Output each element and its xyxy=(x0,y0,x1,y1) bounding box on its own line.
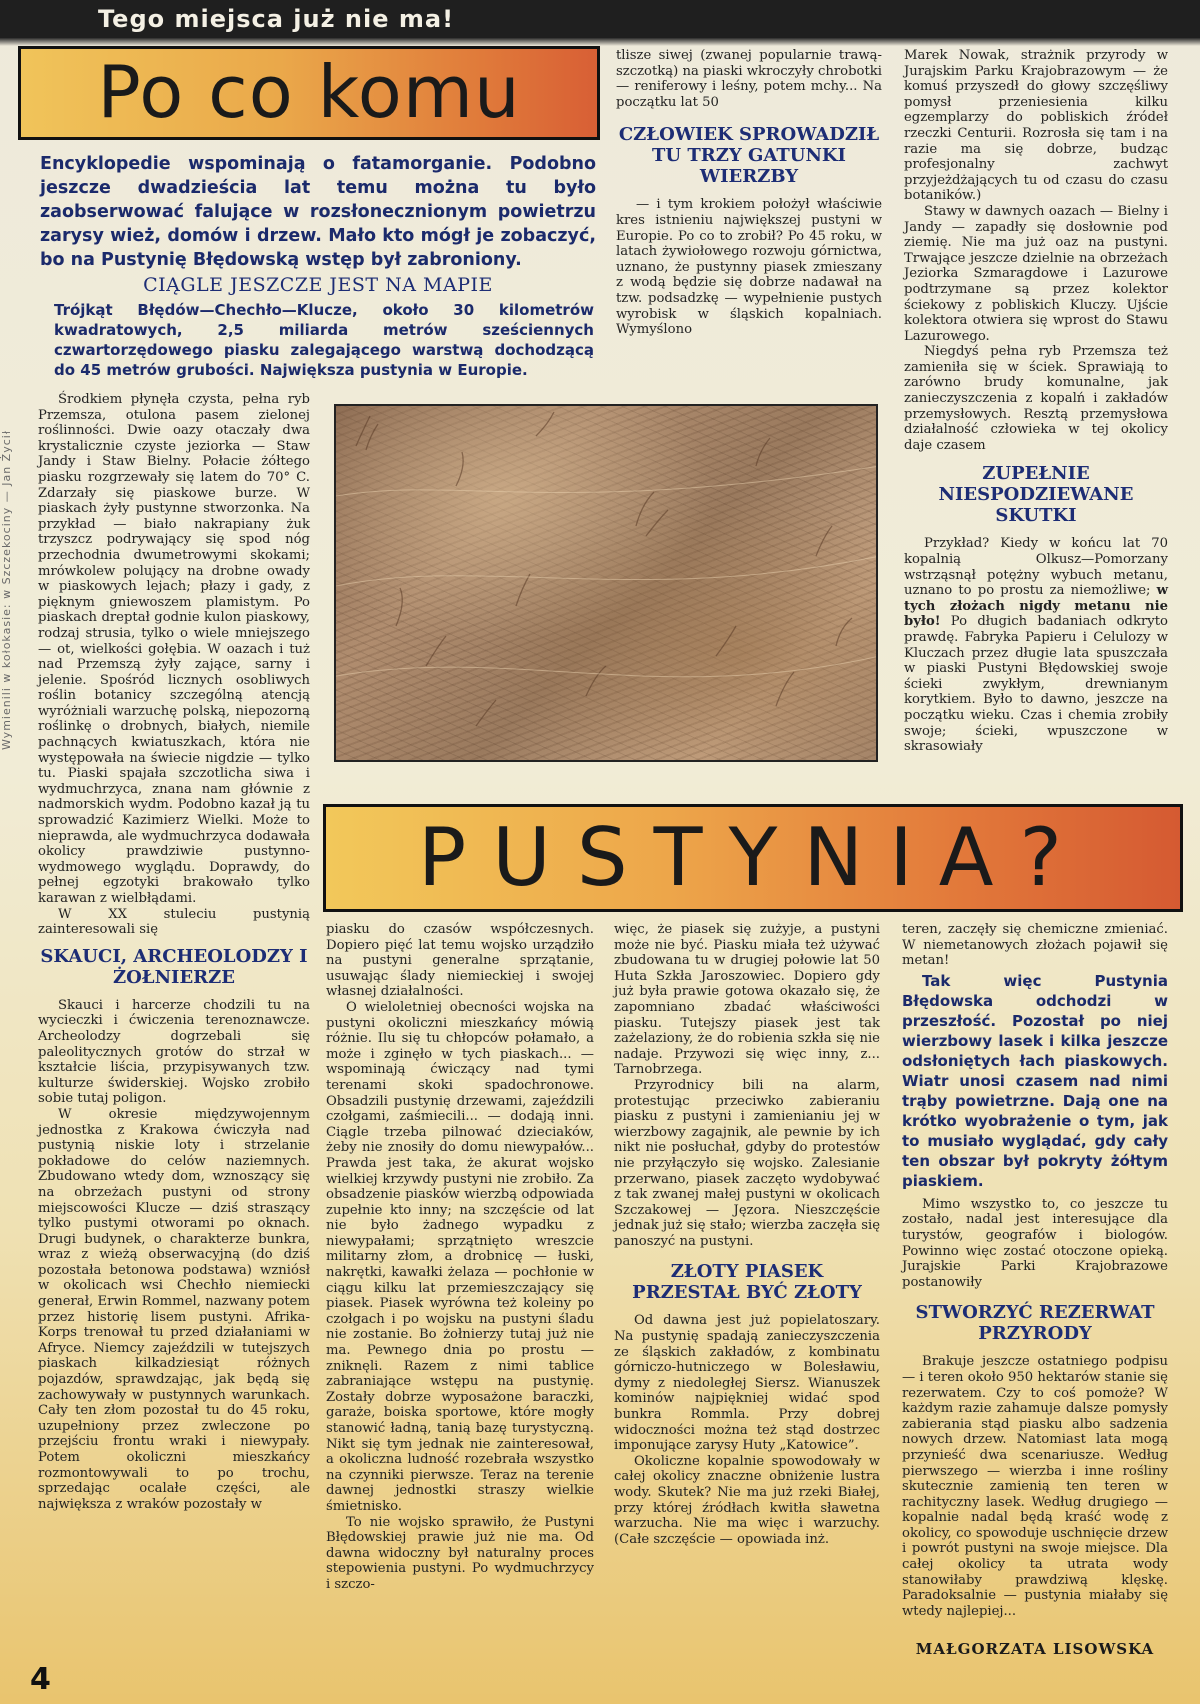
col3-paragraph: Stawy w dawnych oazach — Bielny i Jandy — zapadły się dosłownie pod ziemię. Nie ma już oaz na pustyni. Trwające jeszcze dzielnie na obrzeżach Jeziorka Szmaragdowe i Lazurowe podtrzymane są przez kolektor ściekowy z pobliskich Kluczy. Ujście kolektora otwiera się wprost do Stawu Lazurowego. xyxy=(904,203,1168,344)
heading-skauci: SKAUCI, ARCHEOLODZY I ŻOŁNIERZE xyxy=(40,945,308,988)
col4-bold-block xyxy=(902,971,1168,1191)
lead-paragraph: Encyklopedie wspominają o fatamorganie. Podobno jeszcze dwadzieścia lat temu można tu było zaobserwować falujące w rozsłonecznionym powietrzu zarysy wież, domów i drzew. Mało kto mógł je zobaczyć, bo na Pustynię Błędowską wstęp był zabroniony. xyxy=(40,154,596,270)
page-number: 4 xyxy=(30,1662,51,1697)
column-right-top xyxy=(904,48,1168,755)
column-mid-top xyxy=(616,48,882,338)
col3-paragraph: Niegdyś pełna ryb Przemsza też zamieniła się w ściek. Sprawiają to zarówno brudy komunalne, jak zanieczyszczenia z kopalń i zakładów przemysłowych. Resztą przemysłowa działalność człowieka w tej okolicy daje czasem xyxy=(904,344,1168,453)
subheading-map: CIĄGLE JESZCZE JEST NA MAPIE xyxy=(143,274,493,296)
column-right-bottom xyxy=(614,922,880,1547)
col3-paragraph: Marek Nowak, strażnik przyrody w Jurajskim Parku Krajobrazowym — że komuś przyszedł do głowy szczęśliwy pomysł przeniesienia kilku egzemplarzy do pobliskich źródeł rzeczki Centurii. Rozrosła się tam i na razie ma się dobrze, budząc profesjonalny zachwyt przyjeżdżających tu od czasu do czasu botaników.) xyxy=(904,48,1168,204)
col3-text-run: Przykład? Kiedy w końcu lat 70 kopalnią Olkusz—Pomorzany wstrząsnął potężny wybuch metanu, uznano to po prostu za niemożliwe; xyxy=(904,536,1168,599)
col4-paragraph: Mimo wszystko to, co jeszcze tu zostało, nadal jest interesujące dla turystów, geografów i biologów. Powinno więc zostać otoczone opieką. Jurajskie Parki Krajobrazowe postanowiły xyxy=(902,1196,1168,1290)
title-banner-bottom: PUSTYNIA? xyxy=(323,804,1183,912)
col3b-paragraph: Okoliczne kopalnie spowodowały w całej okolicy znaczne obniżenie lustra wody. Skutek? Nie ma już rzeki Białej, przy której źródłach kwitła sławetna warzucha. Nie ma więc i warzuchy. (Całe szczęście — opowiada inż. xyxy=(614,1453,880,1547)
spine-caption: Wymienili w kołokasie: w Szczekociny — Jan Życił xyxy=(0,430,13,750)
col3b-paragraph: Przyrodnicy bili na alarm, protestując przeciwko zabieraniu piasku z pustyni i zamienianiu jej w wierzbowy zagajnik, ale pewnie by ich nikt nie posłuchał, gdyby do protestów nie przyłączyło się wojsko. Zalesianie przerwano, piasek zaczęto wydobywać z tak zwanej małej pustyni w okolicach Szczakowej — Jęzora. Nieszczęście jednak już się stało; wierzba zaczęła się panoszyć na pustyni. xyxy=(614,1077,880,1249)
title-banner-top: Po co komu xyxy=(18,46,600,140)
col4-paragraph: Brakuje jeszcze ostatniego podpisu — i teren około 950 hektarów stanie się rezerwatem. Czy to coś pomoże? W każdym razie zahamuje dalsze pomysły zabierania stąd piasku albo sadzenia nowych drzew. Natomiast lata mogą przynieść dwa scenariusze. Według pierwszego — wierzba i inne rośliny skutecznie zamienią ten teren w rachityczny lasek. Według drugiego — kopalnie nadal będą kraść wodę z okolicy, co spowoduje uschnięcie drzew i powrót pustyni na swoje miejsce. Dla całej okolicy ta utrata wody stanowiłaby prawdziwą klęskę. Paradoksalnie — pustynia miałaby się wtedy najlepiej... xyxy=(902,1354,1168,1619)
col4-bold-paragraph: Tak więc Pustynia Błędowska odchodzi w przeszłość. Pozostał po niej wierzbowy lasek i kilka jeszcze odsłoniętych łach piaskowych. Wiatr unosi czasem nad nimi trąby powietrzne. Dają one na krótko wyobrażenie o tym, jak to musiało wyglądać, gdy cały ten obszar był pokryty żółtym piaskiem. xyxy=(902,971,1168,1190)
col3-bold-run: w tych złożach nigdy metanu nie było! xyxy=(904,583,1168,630)
top-strip-heading: Tego miejsca już nie ma! xyxy=(0,0,1200,38)
col3b-paragraph: więc, że piasek się zużyje, a pustyni może nie być. Piasku miała też używać zbudowana tu w drugiej połowie lat 50 Huta Szkła Jaroszowiec. Dopiero gdy już była prawie gotowa okazało się, że zapomniano zbadać właściwości piasku. Tutejszy piasek jest tak zażelaziony, że do robienia szkła się nie nadaje. Przywozi się więc inny, z... Tarnobrzega. xyxy=(614,922,880,1078)
column-left xyxy=(38,392,310,1512)
col2b-paragraph: O wieloletniej obecności wojska na pustyni okoliczni mieszkańcy mówią różnie. Ilu się tu chłopców połamało, a może i zginęło w tych piaskach... — wspominają ćwiczący nad tymi terenami skoki spadochronowe. Obsadzili pustynię drzewami, zajeździli czołgami, zaśmiecili... — dodają inni. Ciągle trzeba pilnować dzieciaków, żeby nie znosiły do domu niewypałów... Prawda jest taka, że akurat wojsko wielkiej krzywdy pustyni nie zrobiło. Za obsadzenie piasków wierzbą odpowiada zupełnie kto inny; na szczęście od lat nie było żadnego wypadku z niewypałami; sprzątnięto wreszcie militarny złom, a drobnicę — łuski, nakrętki, kawałki żelaza — pochłonie w ciągu kilku lat przemieszczający się piasek. Piasek wyrówna też koleiny po czołgach i po wojsku na pustyni śladu nie zostanie. Bo żołnierzy tutaj już nie ma. Pewnego dnia po prostu — zniknęli. Razem z nimi tablice zabraniające wstępu na pustynię. Zostały dobrze wyposażone baraczki, garaże, boiska sportowe, które mogły stanowić ładną, tanią bazę turystyczną. Nikt się tym jednak nie zainteresował, a okoliczna ludność rozebrała wszystko na czynniki pierwsze. Teraz na terenie dawnej jednostki straszy wielkie śmietnisko. xyxy=(326,999,594,1514)
heading-rezerwat: STWORZYĆ REZERWAT PRZYRODY xyxy=(915,1302,1155,1345)
heading-zupelnie: ZUPEŁNIE NIESPODZIEWANE SKUTKI xyxy=(938,463,1134,527)
col2-paragraph: tlisze siwej (zwanej popularnie trawą-szczotką) na piaski wkroczyły chrobotki — reniferowy i leśny, potem mchy... Na początku lat 50 xyxy=(616,48,882,110)
desert-photo xyxy=(334,404,878,762)
col3-text-run: Po długich badaniach odkryto prawdę. Fabryka Papieru i Celulozy w Kluczach przez długie lata spuszczała w piaski Pustyni Błędowskiej swoje ścieki zwykłym, drewnianym korytkiem. Było to dawno, jeszcze na początku wieku. Czas i chemia zrobiły swoje; ścieki, wpuszczone w skrasowiały xyxy=(904,614,1168,755)
facts-paragraph: Trójkąt Błędów—Chechło—Klucze, około 30 kilometrów kwadratowych, 2,5 miliarda metrów sześciennych czwartorzędowego piasku zalegającego warstwą dochodzącą do 45 metrów grubości. Największa pustynia w Europie. xyxy=(54,301,594,379)
col2b-paragraph: To nie wojsko sprawiło, że Pustyni Błędowskiej prawie już nie ma. Od dawna widoczny był naturalny proces stepowienia pustyni. Po wydmuchrzycy i szczo- xyxy=(326,1514,594,1592)
col3b-paragraph: Od dawna jest już popielatoszary. Na pustynię spadają zanieczyszczenia ze śląskich zakładów, z kombinatu górniczo-hutniczego w Bolesławiu, dymy z niedoległej Siersz. Wianuszek kominów najpiękniej widać spod bunkra Rommla. Przy dobrej widoczności można też stąd dostrzec imponujące zarysy Huty „Katowice”. xyxy=(614,1313,880,1454)
strip-shadow xyxy=(0,38,1200,46)
heading-zloty-piasek: ZŁOTY PIASEK PRZESTAŁ BYĆ ZŁOTY xyxy=(632,1261,862,1304)
col4-paragraph: teren, zaczęły się chemiczne zmieniać. W niemetanowych złożach pojawił się metan! xyxy=(902,922,1168,969)
col3-paragraph xyxy=(904,536,1168,754)
heading-czlowiek: CZŁOWIEK SPROWADZIŁ TU TRZY GATUNKI WIERZBY xyxy=(618,124,880,188)
col1-paragraph: Skauci i harcerze chodzili tu na wycieczki i ćwiczenia terenoznawcze. Archeolodzy dogrzebali się paleolitycznych grotów do strzał w kształcie liścia, przypisywanych tzw. kulturze świderskiej. Wojsko zrobiło sobie tutaj poligon. xyxy=(38,997,310,1107)
col2b-paragraph: piasku do czasów współczesnych. Dopiero pięć lat temu wojsko urządziło na pustyni generalne sprzątanie, usuwając ślady niemieckiej i swojej własnej działalności. xyxy=(326,922,594,1000)
col1-paragraph: W XX stuleciu pustynią zainteresowali się xyxy=(38,906,310,938)
column-far-right-bottom xyxy=(902,922,1168,1619)
column-mid-bottom xyxy=(326,922,594,1593)
author-byline: MAŁGORZATA LISOWSKA xyxy=(915,1640,1155,1658)
col1-paragraph: W okresie międzywojennym jednostka z Krakowa ćwiczyła nad pustynią niskie loty i strzelanie pokładowe do celów naziemnych. Zbudowano wtedy dom, wznoszący się na obrzeżach pustyni od strony miejscowości Klucze — dziś straszący tylko pustymi otworami po oknach. Drugi budynek, o charakterze bunkra, wraz z wieżą obserwacyjną (do dziś pozostała betonowa podstawa) wzniósł w okolicach wsi Chechło niemiecki generał, Erwin Rommel, nazwany potem przez historię lisem pustyni. Afrika-Korps trenował tu przed działaniami w Afryce. Niemcy zajeździli w tutejszych piaskach kilkadziesiąt różnych pojazdów, sprawdzając, jak będą się zachowywały w pustynnych warunkach. Cały ten złom pozostał tu do 45 roku, uzupełniony przez zwleczone po przejściu frontu wraki i niewypały. Potem okoliczni mieszkańcy rozmontowywali to po trochu, sprzedając ocalałe części, ale największa z wraków pozostały w xyxy=(38,1106,310,1512)
col1-paragraph: Środkiem płynęła czysta, pełna ryb Przemsza, otulona pasem zielonej roślinności. Dwie oazy otaczały dwa krystalicznie czyste jeziorka — Staw Jandy i Staw Bielny. Połacie żółtego piasku rozgrzewały się latem do 70° C. Zdarzały się piaskowe burze. W piaskach żyły pustynne stworzonka. Na przykład — biało nakrapiany żuk trzyszcz podrywający się spod nóg przechodnia dwumetrowymi skokami; mrówkolew polujący na drobne owady w piaskowych lejach; płazy i gady, z pięknym gniewoszem plamistym. Po piaskach dreptał godnie kulon piaskowy, rodzaj strusia, tylko o wiele mniejszego — ot, wielkości gołębia. W oazach i tuż nad Przemszą żyły zające, sarny i jelenie. Spośród licznych osobliwych roślin botanicy szczególną atencją wyróżniali warzuchę polską, niepozorną roślinkę o drobnych, białych, niemile pachnących kwiatuszkach, która nie występowała na świecie nigdzie — tylko tu. Piaski spajała szczotlicha siwa i wydmuchrzyca, znana nam głównie z nadmorskich wydm. Podobno kazał ją tu sprowadzić Kazimierz Wielki. Może to nieprawda, ale wydmuchrzyca dodawała okolicy prawdziwie pustynno-wydmowego wyglądu. Doprawdy, do pełnej egzotyki brakowało tylko karawan z wielbłądami. xyxy=(38,392,310,906)
col2-paragraph: — i tym krokiem położył właściwie kres istnieniu największej pustyni w Europie. Po co to zrobił? Po 45 roku, w latach żywiołowego rozwoju górnictwa, uznano, że pustynny piasek zmieszany z wodą będzie się dobrze nadawał na tzw. podsadzkę — wypełnienie pustych wyrobisk w śląskich kopalniach. Wymyślono xyxy=(616,197,882,338)
grass-texture xyxy=(336,406,878,762)
